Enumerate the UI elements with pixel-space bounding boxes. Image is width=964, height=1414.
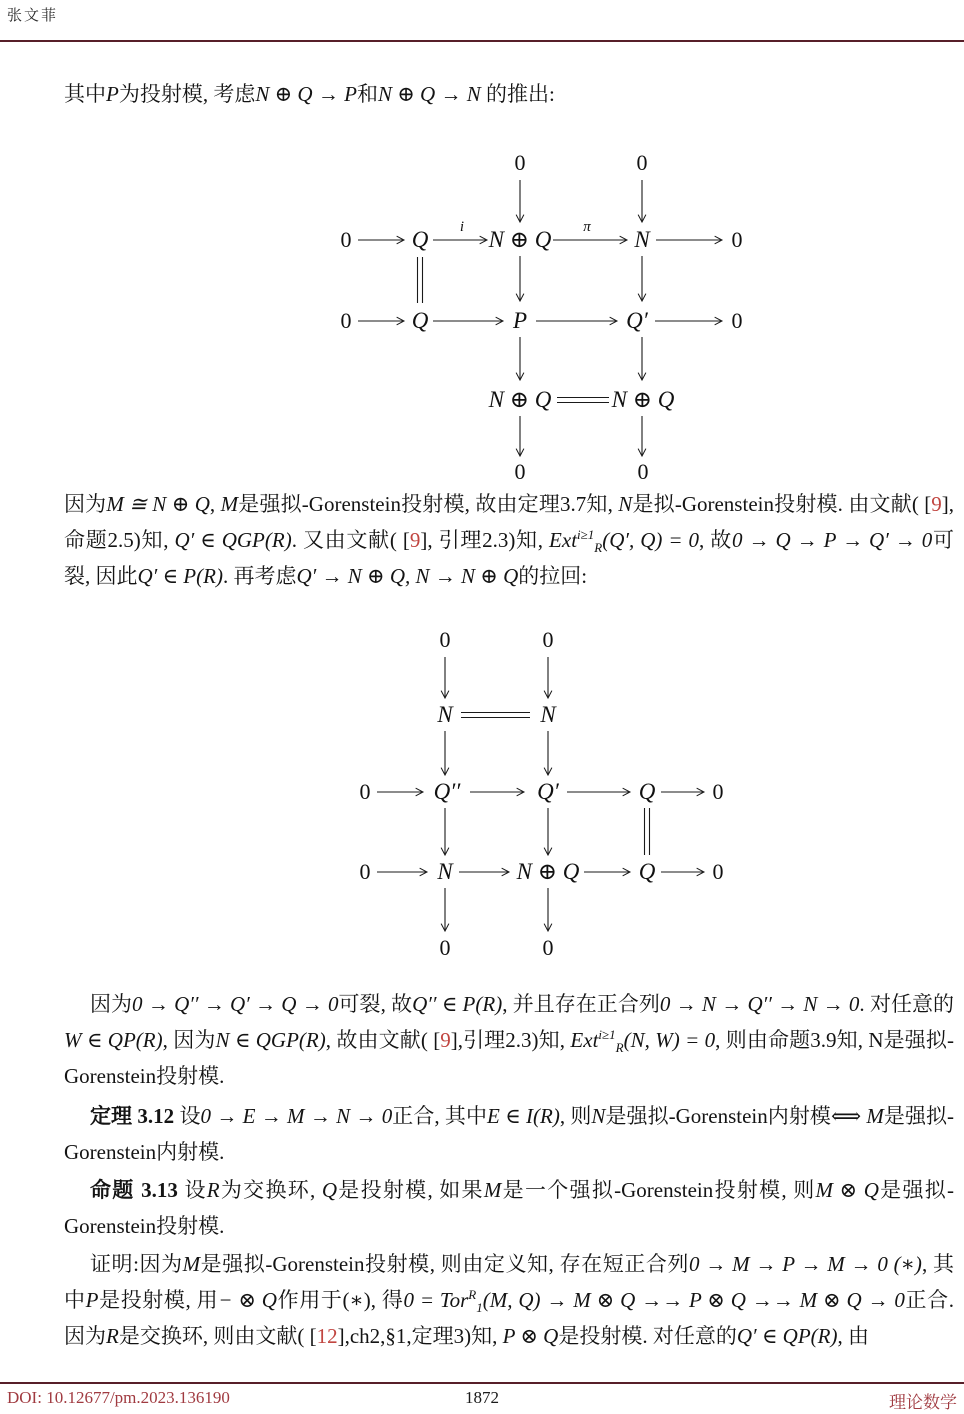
text-segment: P ⊗ Q bbox=[502, 1324, 559, 1348]
text-segment: , 故 bbox=[699, 528, 733, 552]
text-segment: 为投射模, 考虑 bbox=[118, 82, 256, 106]
text-segment: P bbox=[85, 1288, 99, 1312]
text-segment: N ⊕ Q → N bbox=[377, 82, 481, 106]
d2-r3-NplusQ: N ⊕ Q bbox=[516, 859, 580, 884]
footer bbox=[0, 1388, 964, 1414]
text-segment: 是投射模, 如果 bbox=[337, 1178, 484, 1202]
d2-r3-zero-right: 0 bbox=[712, 859, 724, 884]
text-segment: 定理 3.12 bbox=[90, 1104, 180, 1128]
text-segment: R bbox=[206, 1178, 220, 1202]
text-segment: 是强拟-Gorenstein投射模. bbox=[64, 1178, 955, 1238]
d2-r3-N: N bbox=[437, 859, 453, 884]
commutative-diagram-2 bbox=[0, 620, 964, 970]
text-segment: , 则 bbox=[559, 1104, 592, 1128]
text-segment: 0 → M → P → M → 0 (∗) bbox=[688, 1252, 922, 1276]
text-segment: N bbox=[591, 1104, 606, 1128]
text-segment: M bbox=[182, 1252, 201, 1276]
text-segment: P bbox=[106, 82, 119, 106]
citation-link[interactable]: 12 bbox=[316, 1324, 338, 1348]
text-segment: M bbox=[866, 1104, 884, 1128]
text-segment: Q′ ∈ P(R) bbox=[137, 564, 223, 588]
paragraph-proposition-3-13 bbox=[64, 1172, 954, 1244]
d1-r3-NplusQ-left: N ⊕ Q bbox=[488, 387, 552, 412]
d2-top-zero-left: 0 bbox=[439, 627, 451, 652]
d1-r1-N: N bbox=[634, 227, 650, 252]
text-segment: , 由 bbox=[837, 1324, 869, 1348]
header-rule bbox=[0, 40, 964, 42]
d1-bottom-zero-right: 0 bbox=[637, 459, 649, 484]
d1-r2-zero-right: 0 bbox=[731, 308, 743, 333]
text-segment: 是一个强拟-Gorenstein投射模, 则 bbox=[501, 1178, 816, 1202]
text-segment: 可裂, 因此 bbox=[64, 528, 955, 588]
text-segment: . 又由文献( [ bbox=[291, 528, 410, 552]
d2-r2-Qprime: Q′ bbox=[537, 779, 559, 804]
text-segment: 正合, 其中 bbox=[392, 1104, 488, 1128]
text-segment: 设 bbox=[184, 1178, 207, 1202]
d1-r2-Q: Q bbox=[411, 308, 429, 333]
text-segment: 1 bbox=[476, 1300, 483, 1316]
text-segment: Q′ → N ⊕ Q, N → N ⊕ Q bbox=[296, 564, 519, 588]
text-segment: Q bbox=[321, 1178, 337, 1202]
text-segment: E ∈ I(R) bbox=[487, 1104, 560, 1128]
text-segment: 为交换环, bbox=[219, 1178, 322, 1202]
d1-r3-NplusQ-right: N ⊕ Q bbox=[611, 387, 675, 412]
citation-link[interactable]: 9 bbox=[931, 492, 942, 516]
text-segment: M bbox=[220, 492, 239, 516]
text-segment: , 故由文献( [ bbox=[325, 1028, 441, 1052]
paragraph-intro bbox=[64, 76, 954, 112]
page-number: 1872 bbox=[465, 1388, 499, 1407]
d2-r3-Q: Q bbox=[638, 859, 656, 884]
text-segment: Ext bbox=[570, 1028, 599, 1052]
d1-arrow-label-i: i bbox=[459, 219, 465, 235]
d1-bottom-zero-left: 0 bbox=[514, 459, 526, 484]
text-segment: , 并且存在正合列 bbox=[502, 992, 660, 1016]
d2-r2-Q: Q bbox=[638, 779, 656, 804]
text-segment: ],ch2,§1,定理3)知, bbox=[337, 1324, 503, 1348]
text-segment: 和 bbox=[356, 82, 378, 106]
citation-link[interactable]: 9 bbox=[440, 1028, 451, 1052]
text-segment: N ⊕ Q → P bbox=[255, 82, 357, 106]
text-segment: 0 = Tor bbox=[403, 1288, 469, 1312]
d2-r2-zero-right: 0 bbox=[712, 779, 724, 804]
text-segment: . 对任意的 bbox=[859, 992, 955, 1016]
text-segment: 是投射模. 对任意的 bbox=[558, 1324, 737, 1348]
d1-r1-zero-right: 0 bbox=[731, 227, 743, 252]
d1-r2-Qprime: Q′ bbox=[626, 308, 648, 333]
text-segment: 作用于(∗), 得 bbox=[276, 1288, 404, 1312]
text-segment: M bbox=[483, 1178, 502, 1202]
text-segment: M ⊗ Q bbox=[815, 1178, 879, 1202]
paragraph-after-diagram1 bbox=[64, 486, 954, 594]
d2-top-zero-right: 0 bbox=[542, 627, 554, 652]
text-segment: N ∈ QGP(R) bbox=[215, 1028, 326, 1052]
text-segment: 是投射模, 用 bbox=[98, 1288, 219, 1312]
text-segment: ],命题2.5)知, bbox=[64, 492, 955, 552]
d2-r1-N-left: N bbox=[437, 702, 453, 727]
paragraph-after-diagram2 bbox=[64, 986, 954, 1094]
text-segment: (M, Q) → M ⊗ Q →→ P ⊗ Q →→ M ⊗ Q → 0 bbox=[482, 1288, 905, 1312]
text-segment: i≥1 bbox=[598, 1027, 616, 1042]
text-segment: 的推出: bbox=[480, 82, 555, 106]
paragraph-theorem-3-12 bbox=[64, 1098, 954, 1170]
text-segment: . 再考虑 bbox=[222, 564, 297, 588]
text-segment: 是强拟-Gorenstein内射模⟺ bbox=[605, 1104, 867, 1128]
text-segment: 是强拟-Gorenstein投射模, 故由定理3.7知, bbox=[238, 492, 619, 516]
d2-bottom-zero-left: 0 bbox=[439, 935, 451, 960]
paragraph-proof bbox=[64, 1246, 954, 1354]
text-segment: Q′ ∈ QP(R) bbox=[736, 1324, 838, 1348]
text-segment: 是拟-Gorenstein投射模. 由文献( [ bbox=[632, 492, 932, 516]
d1-r1-Q: Q bbox=[411, 227, 429, 252]
text-segment: 设 bbox=[179, 1104, 201, 1128]
d1-r1-zero-left: 0 bbox=[340, 227, 352, 252]
text-segment: 证明:因为 bbox=[90, 1252, 183, 1276]
text-segment: − ⊗ Q bbox=[218, 1288, 277, 1312]
d1-r1-NplusQ: N ⊕ Q bbox=[488, 227, 552, 252]
text-segment: W ∈ QP(R) bbox=[64, 1028, 163, 1052]
text-segment: , bbox=[209, 492, 221, 516]
text-segment: Q′′ ∈ P(R) bbox=[412, 992, 503, 1016]
text-segment: , 则由命题3.9知, N是强拟-Gorenstein投射模. bbox=[64, 1028, 954, 1088]
d2-r3-zero-left: 0 bbox=[359, 859, 371, 884]
d1-r2-P: P bbox=[512, 308, 528, 333]
text-segment: R bbox=[468, 1287, 477, 1302]
footer-rule bbox=[0, 1382, 964, 1384]
text-segment: 因为 bbox=[90, 992, 133, 1016]
d1-top-zero-right: 0 bbox=[636, 150, 648, 175]
text-segment: 是交换环, 则由文献( [ bbox=[118, 1324, 317, 1348]
text-segment: (Q′, Q) = 0 bbox=[602, 528, 700, 552]
text-segment: , 其中 bbox=[64, 1252, 954, 1312]
d1-r2-zero-left: 0 bbox=[340, 308, 352, 333]
journal-name: 理论数学 bbox=[889, 1393, 957, 1412]
text-segment: ], 引理2.3)知, bbox=[420, 528, 550, 552]
d1-top-zero-left: 0 bbox=[514, 150, 526, 175]
text-segment: 可裂, 故 bbox=[338, 992, 413, 1016]
text-segment: R bbox=[106, 1324, 119, 1348]
text-segment: 是强拟-Gorenstein投射模, 则由定义知, 存在短正合列 bbox=[200, 1252, 689, 1276]
text-segment: i≥1 bbox=[577, 527, 595, 542]
text-segment: Ext bbox=[549, 528, 578, 552]
text-segment: 0 → Q → P → Q′ → 0 bbox=[732, 528, 933, 552]
text-segment: M ≅ N ⊕ Q bbox=[106, 492, 210, 516]
text-segment: 0 → N → Q′′ → N → 0 bbox=[659, 992, 860, 1016]
d2-r2-Qdoubleprime: Q′′ bbox=[433, 779, 461, 804]
citation-link[interactable]: 9 bbox=[409, 528, 421, 552]
text-segment: 的拉回: bbox=[518, 564, 588, 588]
text-segment: 正合. 因为 bbox=[64, 1288, 955, 1348]
text-segment: 是强拟-Gorenstein内射模. bbox=[64, 1104, 955, 1164]
doi-link[interactable]: DOI: 10.12677/pm.2023.136190 bbox=[7, 1388, 230, 1407]
text-segment: (N, W) = 0 bbox=[623, 1028, 716, 1052]
text-segment: 0 → E → M → N → 0 bbox=[200, 1104, 393, 1128]
text-segment: ],引理2.3)知, bbox=[450, 1028, 571, 1052]
commutative-diagram-1 bbox=[0, 145, 964, 487]
text-segment: R bbox=[594, 540, 603, 556]
text-segment: 因为 bbox=[64, 492, 107, 516]
text-segment: R bbox=[615, 1040, 624, 1056]
d2-r2-zero-left: 0 bbox=[359, 779, 371, 804]
text-segment: , 因为 bbox=[162, 1028, 216, 1052]
running-head-author: 张文菲 bbox=[7, 8, 59, 24]
d2-r1-N-right: N bbox=[540, 702, 556, 727]
text-segment: 命题 3.13 bbox=[90, 1178, 185, 1202]
d2-bottom-zero-right: 0 bbox=[542, 935, 554, 960]
text-segment: N bbox=[618, 492, 633, 516]
d1-arrow-label-pi: π bbox=[583, 219, 591, 235]
text-segment: 其中 bbox=[64, 82, 106, 106]
text-segment: 0 → Q′′ → Q′ → Q → 0 bbox=[132, 992, 339, 1016]
text-segment: Q′ ∈ QGP(R) bbox=[174, 528, 292, 552]
